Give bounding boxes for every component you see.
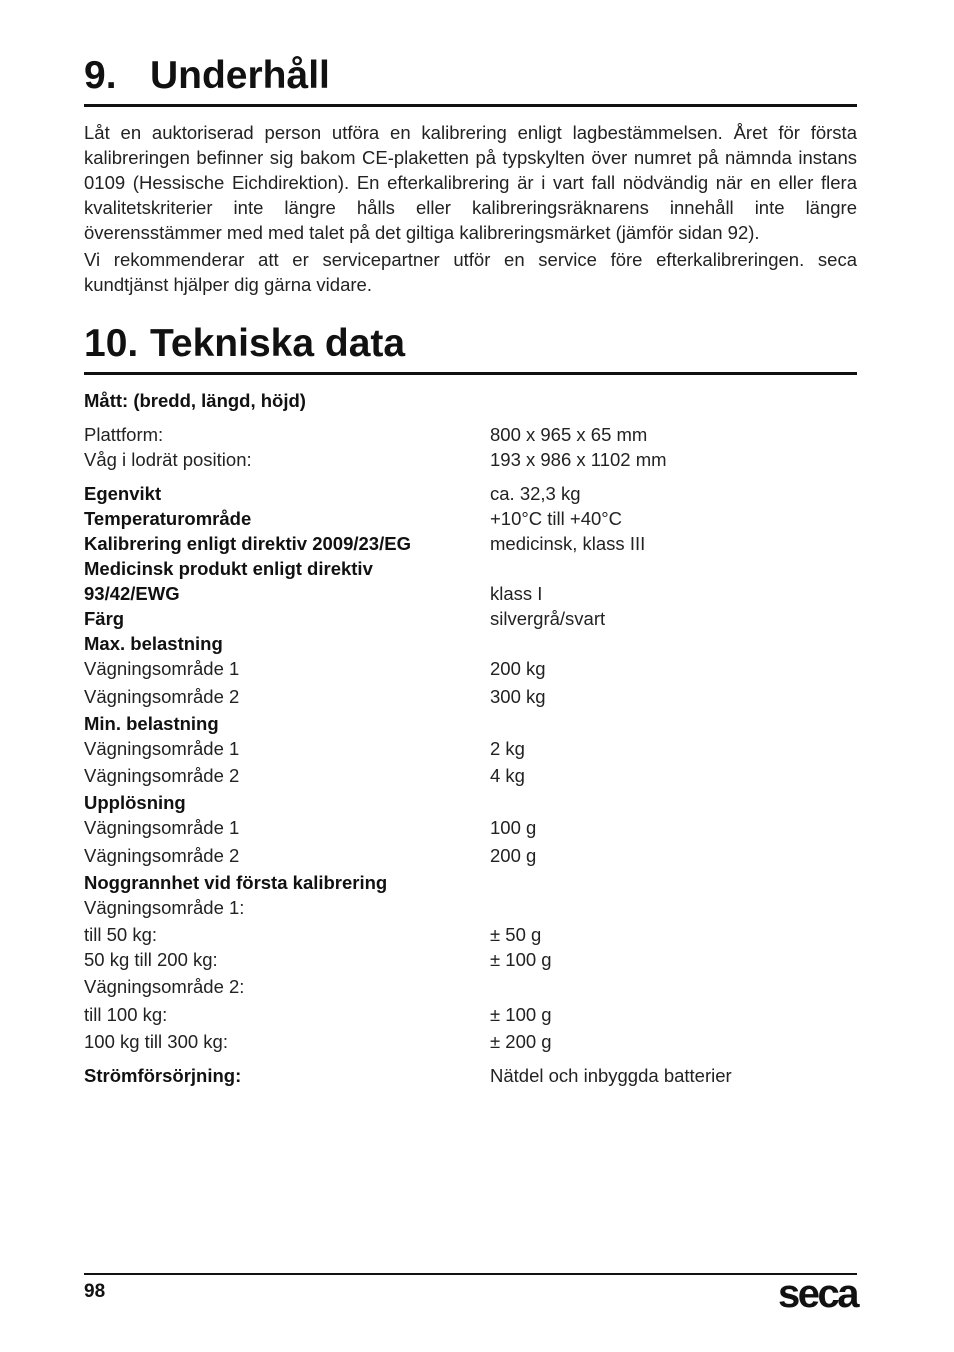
spec-value: silvergrå/svart — [490, 608, 606, 629]
spec-row — [84, 711, 857, 736]
footer-divider — [84, 1273, 857, 1275]
spec-row — [84, 506, 857, 531]
spec-value: ± 200 g — [490, 1031, 552, 1052]
spec-label: till 100 kg: — [84, 1004, 168, 1025]
spec-value: 200 g — [490, 845, 537, 866]
spec-label: Min. belastning — [84, 713, 219, 734]
spec-value: Nätdel och inbyggda batterier — [490, 1065, 732, 1086]
spec-label: Plattform: — [84, 424, 164, 445]
section-10-number: 10. — [84, 322, 139, 365]
maintenance-paragraph-1: Låt en auktoriserad person utföra en kalibrering enligt lagbestämmelsen. Året för första kalibreringen befinner sig bakom CE-plaketten på typskylten över numret på nämnda instans 0109 (Hessische Eichdirektion). En efterkalibrering är i vart fall nödvändig när en eller flera kvalitetskriterier inte längre hålls eller kalibreringsräknarens innehåll inte längre överensstämmer med med talet på det giltiga kalibreringsmärket (jämför sidan 92). — [84, 122, 857, 243]
spec-value: 200 kg — [490, 658, 546, 679]
spec-row — [84, 606, 857, 631]
spec-label: Temperaturområde — [84, 508, 252, 529]
spec-value: medicinsk, klass III — [490, 533, 646, 554]
spec-row — [84, 870, 857, 895]
spec-row — [84, 763, 857, 788]
spec-row — [84, 790, 857, 815]
spec-label: 50 kg till 200 kg: — [84, 949, 218, 970]
spec-row — [84, 556, 857, 581]
spec-label: Strömförsörjning: — [84, 1065, 242, 1086]
spec-row — [84, 656, 857, 681]
spec-row — [84, 581, 857, 606]
spec-row — [84, 481, 857, 506]
spec-value: 100 g — [490, 817, 537, 838]
spec-label: Färg — [84, 608, 125, 629]
spec-label: Våg i lodrät position: — [84, 449, 252, 470]
spec-value: 300 kg — [490, 686, 546, 707]
spec-row — [84, 922, 857, 947]
spec-label: Vägningsområde 1 — [84, 658, 240, 679]
spec-value: ± 50 g — [490, 924, 542, 945]
spec-label: Upplösning — [84, 792, 186, 813]
spec-label: Max. belastning — [84, 633, 223, 654]
spec-label: 93/42/EWG — [84, 583, 180, 604]
spec-label: Egenvikt — [84, 483, 162, 504]
spec-row — [84, 422, 857, 447]
spec-value: 4 kg — [490, 765, 525, 786]
spec-value: ± 100 g — [490, 949, 552, 970]
spec-label: Vägningsområde 2 — [84, 686, 240, 707]
section-9-number: 9. — [84, 54, 117, 97]
spec-value: ca. 32,3 kg — [490, 483, 581, 504]
spec-label: till 50 kg: — [84, 924, 158, 945]
spec-row — [84, 1063, 857, 1088]
spec-value: +10°C till +40°C — [490, 508, 623, 529]
maintenance-paragraph-2: Vi rekommenderar att er servicepartner utför en service före efterkalibreringen. seca kundtjänst hjälper dig gärna vidare. — [84, 249, 857, 295]
spec-row — [84, 974, 857, 999]
spec-row — [84, 684, 857, 709]
section-9-title: Underhåll — [150, 54, 330, 97]
spec-value: 2 kg — [490, 738, 525, 759]
section-10-title: Tekniska data — [150, 322, 406, 365]
spec-label: Kalibrering enligt direktiv 2009/23/EG — [84, 533, 411, 554]
spec-row — [84, 843, 857, 868]
spec-label: Medicinsk produkt enligt direktiv — [84, 558, 373, 579]
spec-value: klass I — [490, 583, 543, 604]
section-10-heading — [84, 322, 857, 375]
page-number: 98 — [84, 1281, 106, 1302]
spec-row — [84, 631, 857, 656]
spec-label: Vägningsområde 1: — [84, 897, 245, 918]
seca-logo: seca — [778, 1272, 857, 1316]
spec-row — [84, 1002, 857, 1027]
spec-value: 800 x 965 x 65 mm — [490, 424, 648, 445]
spec-row — [84, 895, 857, 920]
spec-row — [84, 1029, 857, 1054]
dimensions-heading: Mått: (bredd, längd, höjd) — [84, 390, 306, 411]
spec-row — [84, 947, 857, 972]
spec-row — [84, 447, 857, 472]
spec-row — [84, 531, 857, 556]
spec-label: Vägningsområde 2 — [84, 765, 240, 786]
spec-row — [84, 815, 857, 840]
section-9-heading — [84, 54, 857, 107]
spec-value: 193 x 986 x 1102 mm — [490, 449, 667, 470]
spec-label: Vägningsområde 2: — [84, 976, 245, 997]
spec-label: Vägningsområde 1 — [84, 817, 240, 838]
spec-row — [84, 736, 857, 761]
spec-label: Vägningsområde 1 — [84, 738, 240, 759]
spec-label: 100 kg till 300 kg: — [84, 1031, 228, 1052]
spec-label: Vägningsområde 2 — [84, 845, 240, 866]
spec-value: ± 100 g — [490, 1004, 552, 1025]
spec-label: Noggrannhet vid första kalibrering — [84, 872, 388, 893]
